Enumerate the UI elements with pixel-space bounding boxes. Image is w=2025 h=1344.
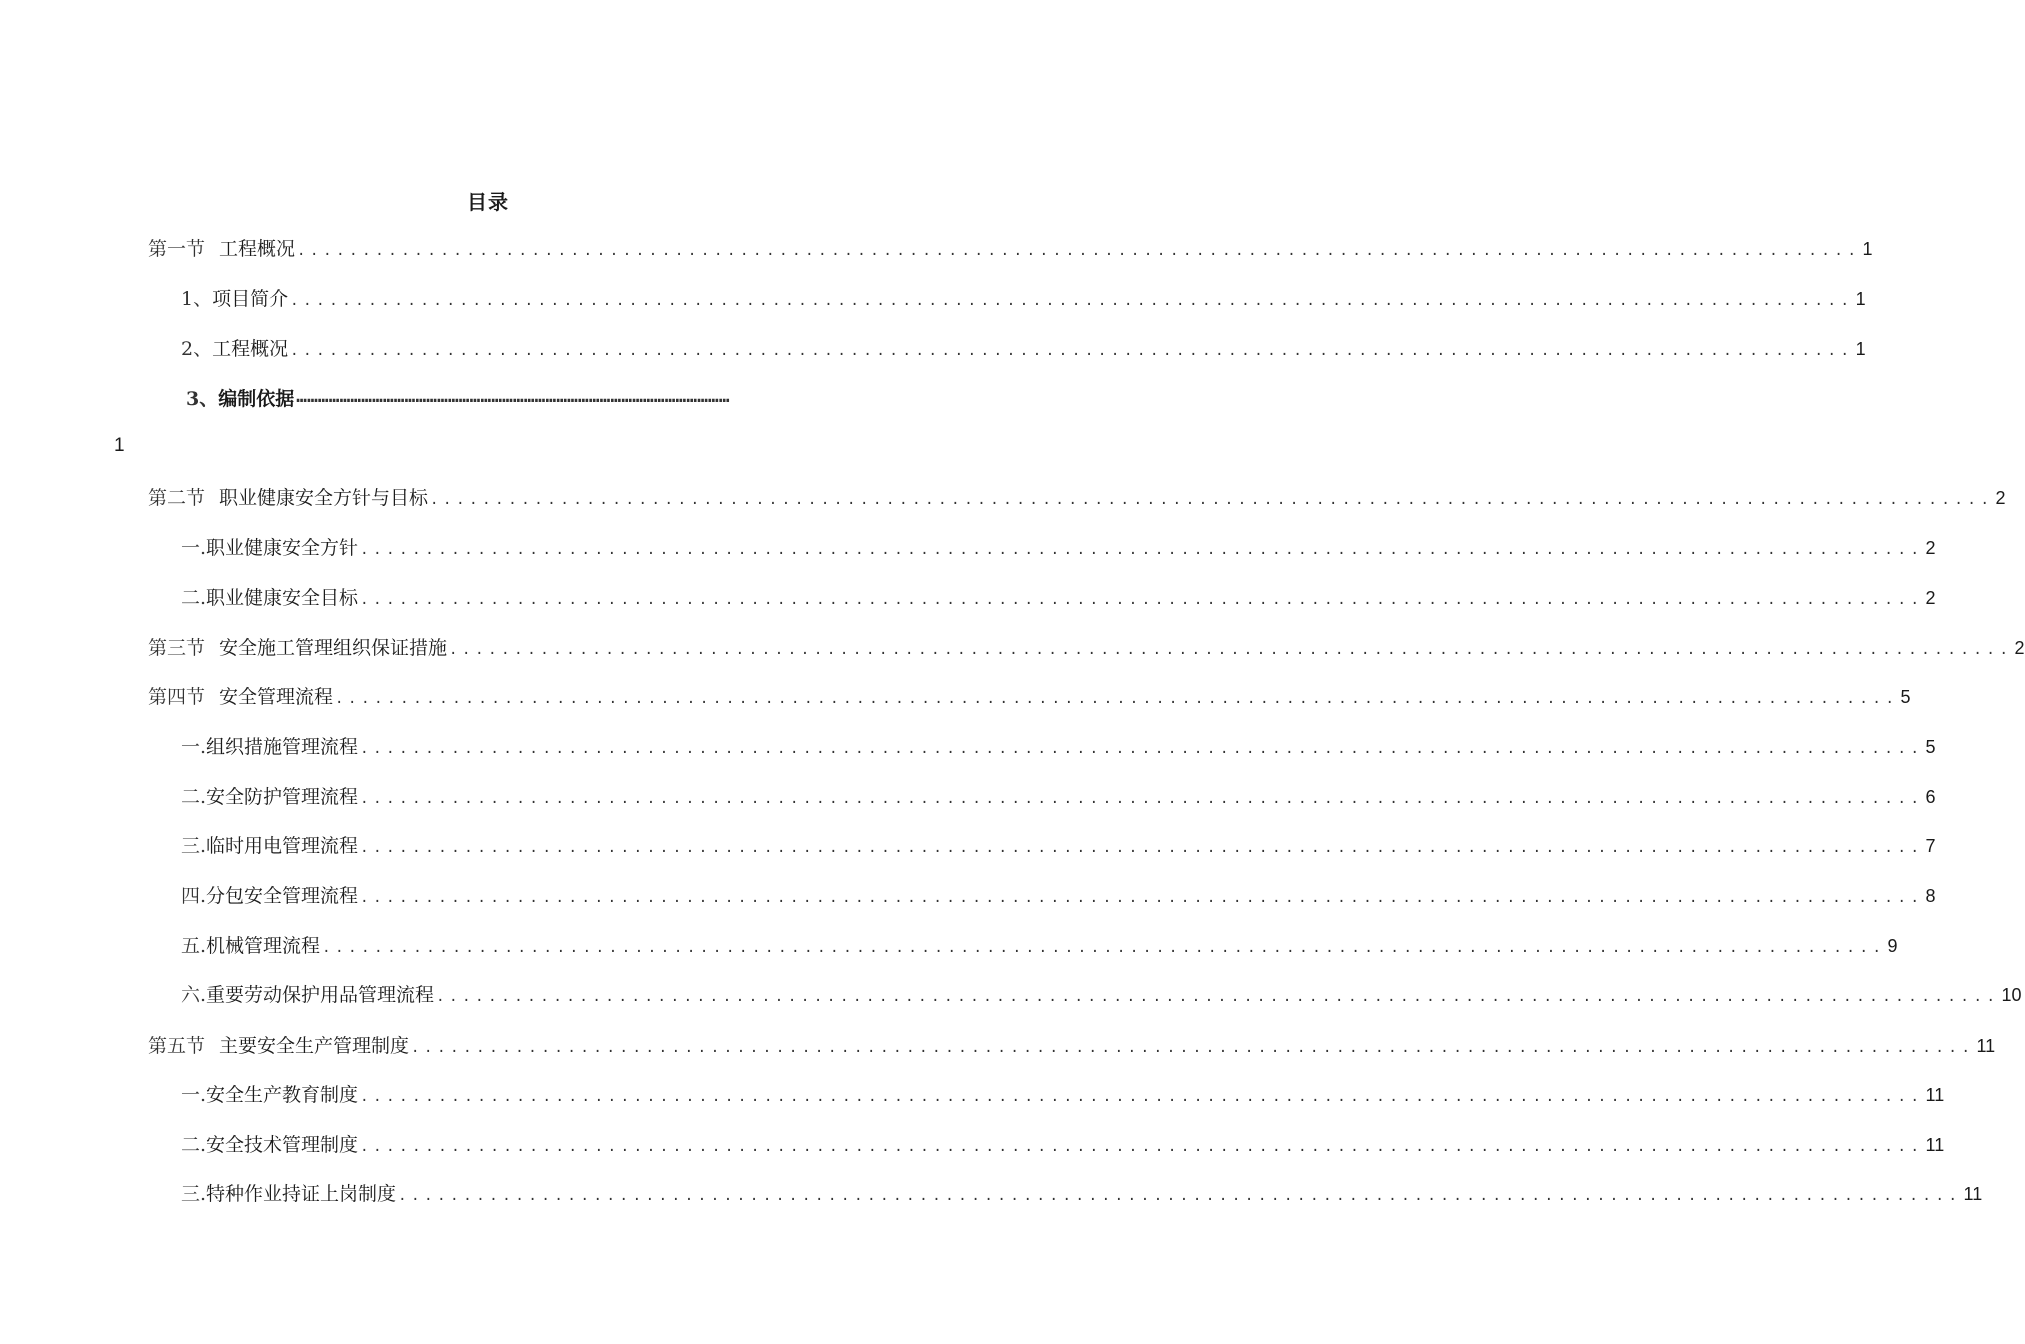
toc-entry-prefix: 1、: [181, 288, 213, 310]
toc-page-number: 2: [2014, 638, 2025, 658]
toc-wrapped-page-number: 1: [114, 435, 125, 456]
toc-leader: ........................................................................................................................: [430, 492, 1994, 508]
toc-entry-prefix: 二.: [181, 1134, 207, 1156]
toc-leader: ........................................................................................................................: [360, 542, 1924, 558]
toc-entry-tech-management[interactable]: [181, 1132, 1945, 1158]
toc-page-number: 11: [1963, 1184, 1983, 1204]
toc-entry-prefix: 2、: [181, 338, 213, 360]
toc-entry-prefix: 四.: [181, 885, 207, 907]
toc-entry-education[interactable]: [181, 1082, 1945, 1108]
toc-entry-section-1[interactable]: [148, 236, 1873, 262]
toc-page-number: 5: [1925, 737, 1936, 757]
toc-leader: ........................................................................................................................: [360, 1139, 1924, 1155]
toc-page-number: 6: [1925, 787, 1936, 807]
toc-page-number: 5: [1900, 687, 1911, 707]
toc-entry-section-5[interactable]: [148, 1033, 1996, 1059]
toc-entry-basis[interactable]: [186, 386, 858, 412]
toc-page-number: 1: [1855, 289, 1866, 309]
toc-leader: ⋯⋯⋯⋯⋯⋯⋯⋯⋯⋯⋯⋯⋯⋯⋯⋯⋯⋯⋯⋯⋯⋯⋯⋯⋯⋯⋯⋯⋯⋯⋯⋯⋯⋯⋯⋯⋯⋯⋯⋯: [296, 390, 730, 411]
toc-title: 目录: [467, 190, 509, 214]
toc-entry-text: 安全生产教育制度: [206, 1084, 359, 1106]
toc-entry-text: 编制依据: [218, 388, 295, 410]
toc-leader: ........................................................................................................................: [360, 791, 1924, 807]
toc-entry-project-overview[interactable]: [181, 336, 1866, 362]
toc-entry-text: 临时用电管理流程: [206, 835, 359, 857]
toc-page-number: 8: [1925, 886, 1936, 906]
toc-entry-machinery[interactable]: [181, 933, 1898, 959]
toc-page-number: 11: [1925, 1085, 1945, 1105]
toc-entry-prefix: 第一节: [148, 238, 206, 260]
toc-entry-prefix: 三.: [181, 835, 207, 857]
toc-page-number: 11: [1925, 1135, 1945, 1155]
toc-page-number: 2: [1925, 538, 1936, 558]
toc-entry-text: 机械管理流程: [206, 935, 321, 957]
toc-entry-text: 主要安全生产管理制度: [219, 1035, 410, 1057]
toc-entry-prefix: 第二节: [148, 487, 206, 509]
toc-entry-ohs-policy[interactable]: [181, 535, 1936, 561]
toc-entry-section-3[interactable]: [148, 635, 2025, 661]
toc-leader: ........................................................................................................................: [411, 1040, 1975, 1056]
toc-entry-prefix: 一.: [181, 1084, 207, 1106]
toc-entry-text: 安全技术管理制度: [206, 1134, 359, 1156]
toc-entry-prefix: 第三节: [148, 637, 206, 659]
toc-page-number: 11: [1976, 1036, 1996, 1056]
toc-leader: ........................................................................................................................: [360, 1089, 1924, 1105]
toc-entry-ppe[interactable]: [181, 982, 2022, 1008]
toc-entry-text: 组织措施管理流程: [206, 736, 359, 758]
toc-leader: ........................................................................................................................: [360, 840, 1924, 856]
toc-entry-project-intro[interactable]: [181, 286, 1866, 312]
toc-page-number: 7: [1925, 836, 1936, 856]
toc-entry-org-measures[interactable]: [181, 734, 1936, 760]
toc-entry-prefix: 一.: [181, 736, 207, 758]
toc-entry-prefix: 二.: [181, 587, 207, 609]
toc-entry-text: 工程概况: [212, 338, 289, 360]
toc-entry-special-ops[interactable]: [181, 1181, 1983, 1207]
toc-leader: ........................................................................................................................: [322, 940, 1886, 956]
toc-entry-safety-protection[interactable]: [181, 784, 1936, 810]
toc-entry-text: 特种作业持证上岗制度: [206, 1183, 397, 1205]
toc-entry-section-2[interactable]: [148, 485, 2006, 511]
toc-leader: ........................................................................................................................: [398, 1188, 1962, 1204]
toc-entry-prefix: 一.: [181, 537, 207, 559]
toc-leader: ........................................................................................................................: [360, 890, 1924, 906]
toc-entry-prefix: 二.: [181, 786, 207, 808]
toc-entry-text: 项目简介: [212, 288, 289, 310]
toc-leader: ........................................................................................................................: [449, 642, 2013, 658]
toc-entry-text: 工程概况: [219, 238, 296, 260]
toc-entry-prefix: 三.: [181, 1183, 207, 1205]
toc-entry-ohs-goal[interactable]: [181, 585, 1936, 611]
toc-leader: ........................................................................................................................: [290, 293, 1854, 309]
toc-leader: ........................................................................................................................: [335, 691, 1899, 707]
toc-leader: ........................................................................................................................: [360, 592, 1924, 608]
toc-entry-text: 重要劳动保护用品管理流程: [206, 984, 435, 1006]
toc-entry-text: 职业健康安全方针与目标: [219, 487, 429, 509]
toc-entry-prefix: 第五节: [148, 1035, 206, 1057]
toc-leader: ........................................................................................................................: [360, 741, 1924, 757]
toc-page-number: 2: [1925, 588, 1936, 608]
toc-entry-subcontract[interactable]: [181, 883, 1936, 909]
toc-leader: ........................................................................................................................: [436, 989, 2000, 1005]
toc-entry-temp-power[interactable]: [181, 833, 1936, 859]
toc-entry-text: 职业健康安全方针: [206, 537, 359, 559]
toc-leader: ........................................................................................................................: [297, 243, 1861, 259]
toc-page-number: 2: [1995, 488, 2006, 508]
toc-entry-text: 安全施工管理组织保证措施: [219, 637, 448, 659]
toc-entry-prefix: 3、: [186, 388, 219, 410]
toc-page-number: 1: [1855, 339, 1866, 359]
toc-entry-text: 安全防护管理流程: [206, 786, 359, 808]
toc-leader: ........................................................................................................................: [290, 343, 1854, 359]
toc-page-number: 1: [1862, 239, 1873, 259]
toc-entry-text: 职业健康安全目标: [206, 587, 359, 609]
toc-entry-prefix: 六.: [181, 984, 207, 1006]
toc-entry-prefix: 五.: [181, 935, 207, 957]
toc-entry-text: 分包安全管理流程: [206, 885, 359, 907]
toc-page-number: 10: [2001, 985, 2022, 1005]
toc-entry-section-4[interactable]: [148, 684, 1911, 710]
toc-entry-prefix: 第四节: [148, 686, 206, 708]
toc-entry-text: 安全管理流程: [219, 686, 334, 708]
toc-page-number: 9: [1887, 936, 1898, 956]
